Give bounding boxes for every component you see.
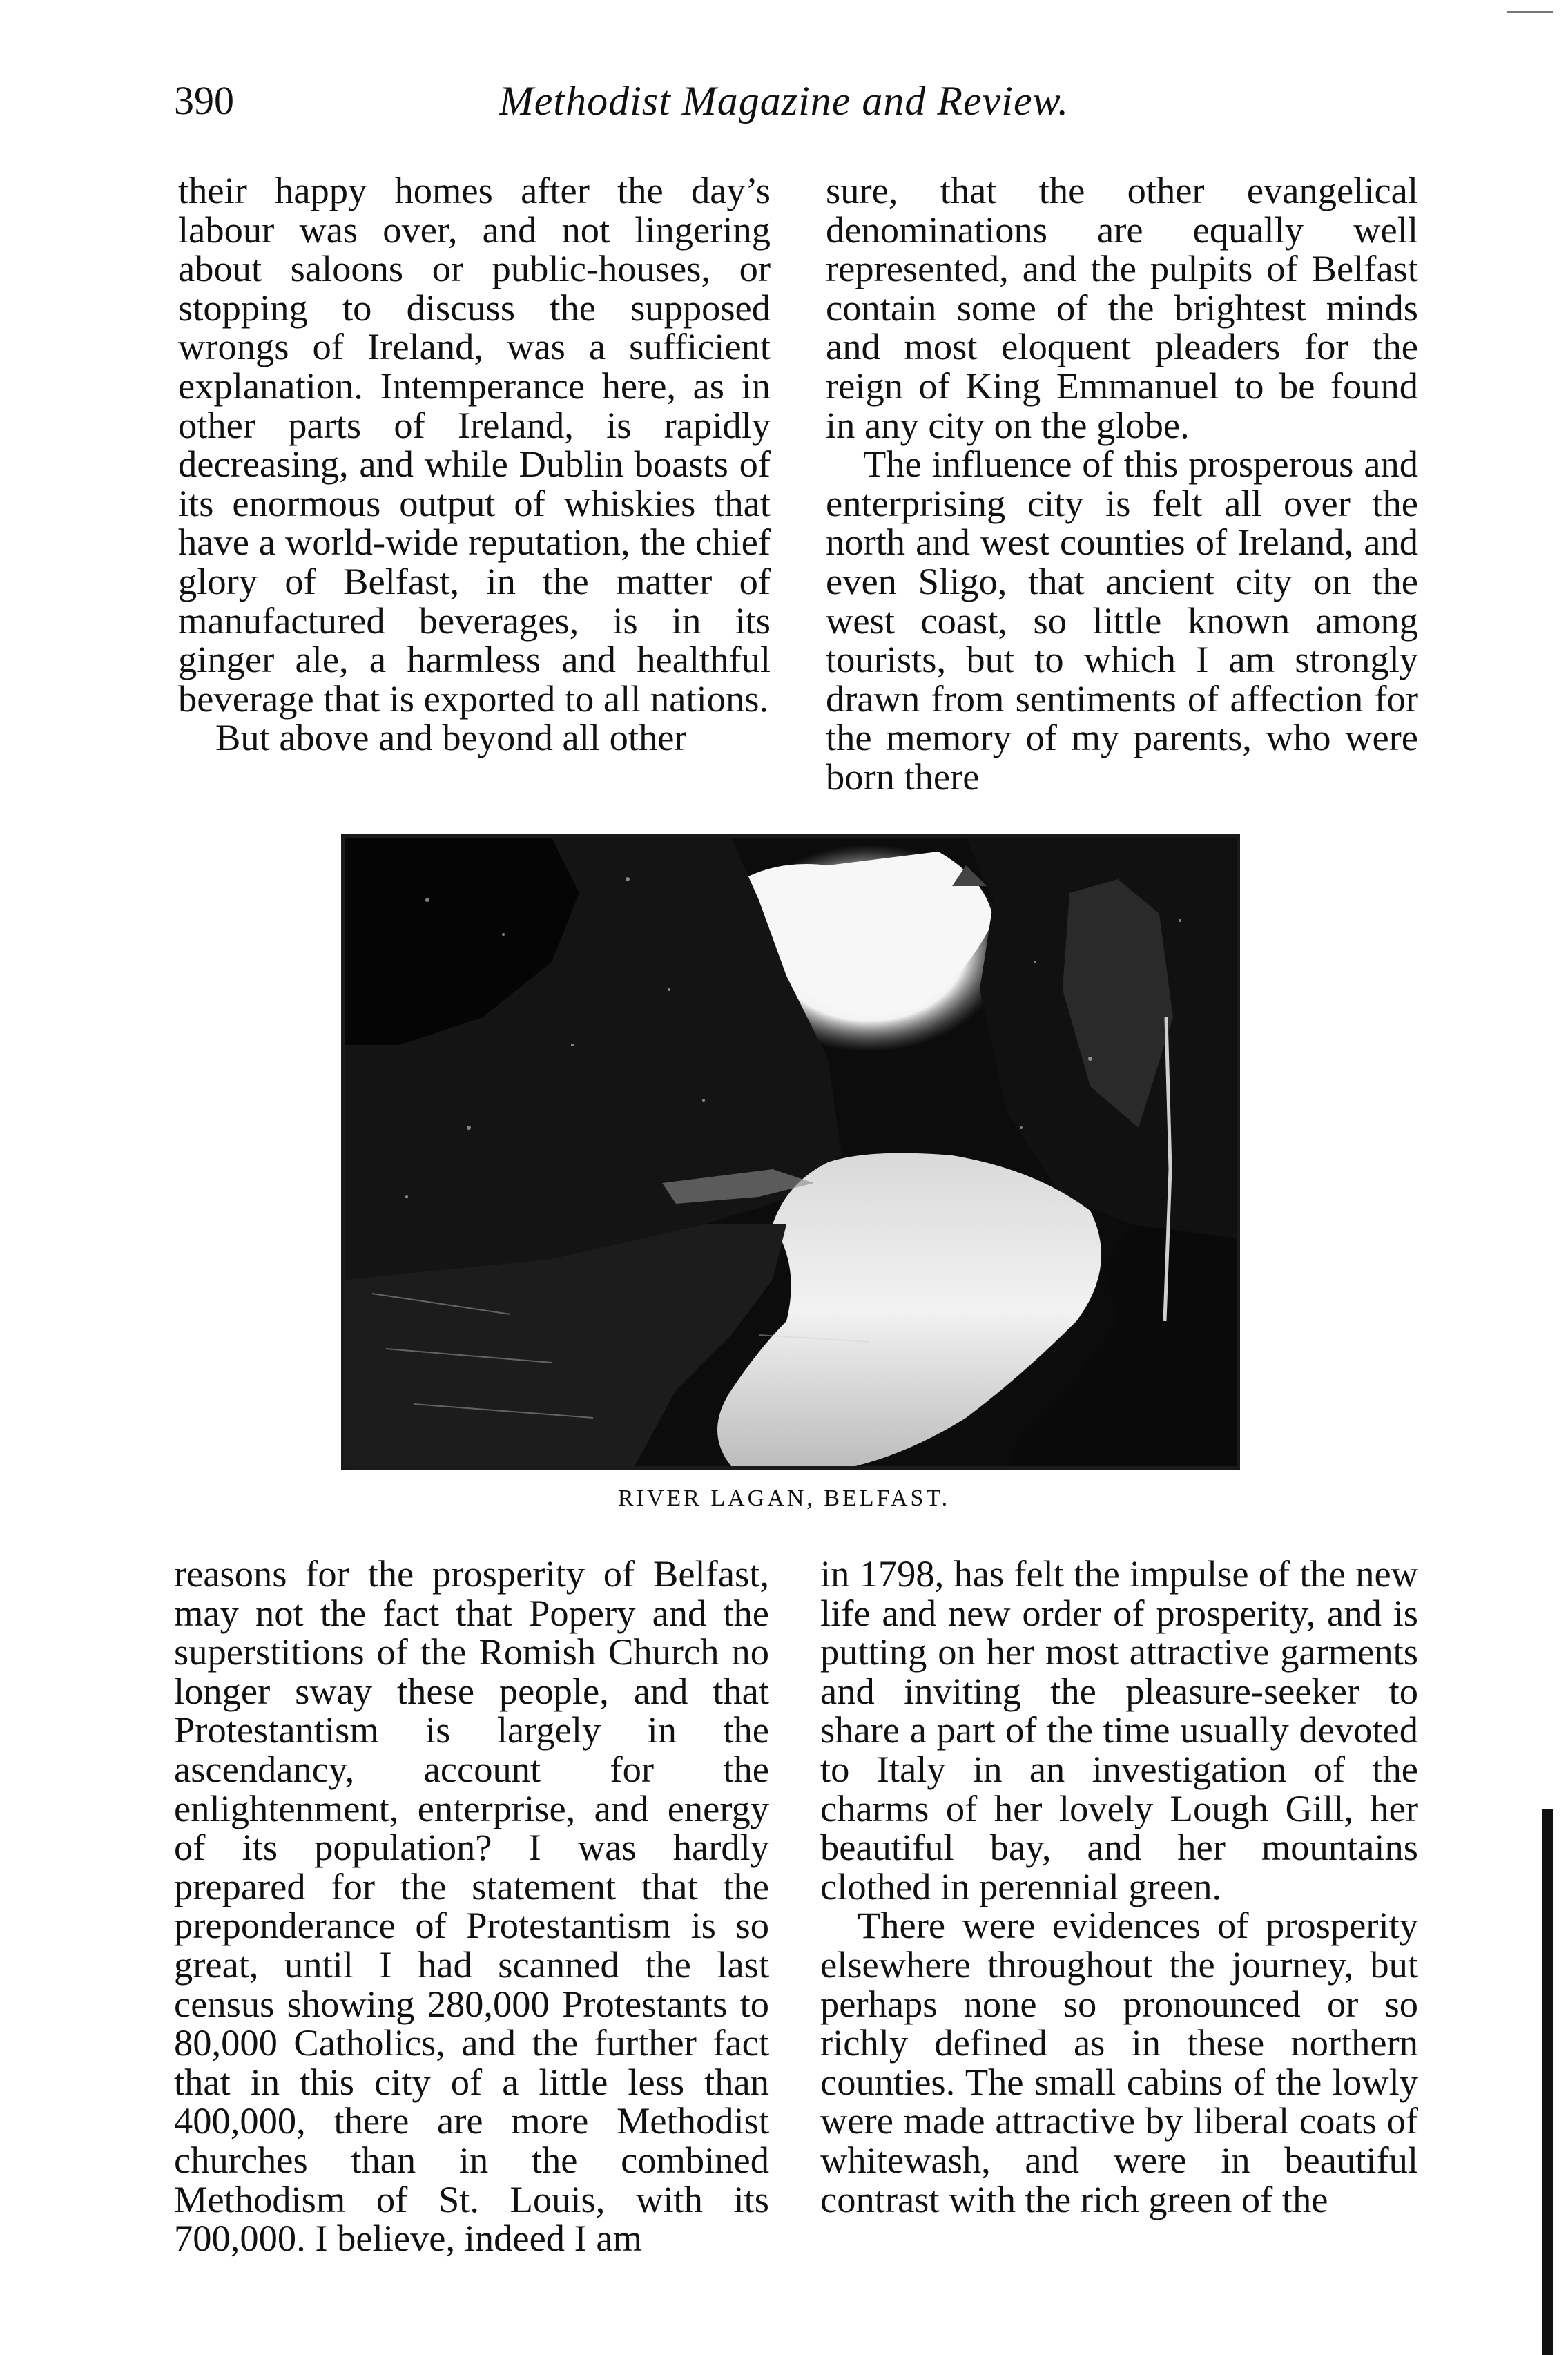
bottom-right-column [820, 1555, 1418, 2219]
top-left-column [178, 171, 771, 758]
river-lagan-photograph [341, 834, 1240, 1470]
paragraph: their happy homes after the day’s labour was over, and not lingering about saloons or public-houses, or stopping to discuss the supposed wrongs of Ireland, was a sufficient explanation. Intemperance here, as in other parts of Ireland, is rapidly decreasing, and while Dublin boasts of its enormous output of whiskies that have a world-wide reputation, the chief glory of Belfast, in the matter of manufactured beverages, is in its ginger ale, a harmless and healthful beverage that is exported to all nations. [178, 169, 771, 720]
top-right-column [826, 171, 1418, 797]
figure-caption: RIVER LAGAN, BELFAST. [617, 1486, 951, 1511]
paragraph: sure, that the other evangelical denominations are equally well represented, and the pulpits of Belfast contain some of the brightest minds and most eloquent pleaders for the reign of King Emmanuel to be found in any city on the globe. [826, 169, 1418, 446]
scan-edge-mark [1507, 11, 1553, 13]
photo-illustration [345, 838, 1237, 1466]
paragraph: There were evidences of prosperity elsewhere throughout the journey, but perhaps none so pronounced or so richly defined as in these northern counties. The small cabins of the lowly were made attractive by liberal coats of whitewash, and were in beautiful contrast with the rich green of the [820, 1904, 1418, 2220]
page-number: 390 [174, 78, 234, 123]
paragraph: But above and beyond all other [215, 716, 687, 759]
bottom-left-column [174, 1555, 769, 2258]
paragraph: The influence of this prosperous and enterprising city is felt all over the north and west counties of Ireland, and even Sligo, that ancient city on the west coast, so little known among tourists, but to which I am strongly drawn from sentiments of affection for the memory of my parents, who were born there [826, 443, 1418, 798]
running-title: Methodist Magazine and Review. [499, 78, 1069, 124]
paragraph: reasons for the prosperity of Belfast, may not the fact that Popery and the superstitions of the Romish Church no longer sway these people, and that Protestantism is largely in the ascendancy, account for the enlightenment, enterprise, and energy of its population? I was hardly prepared for the statement that the preponderance of Protestantism is so great, until I had scanned the last census showing 280,000 Protestants to 80,000 Catholics, and the further fact that in this city of a little less than 400,000, there are more Methodist churches than in the combined Methodism of St. Louis, with its 700,000. I believe, indeed I am [174, 1553, 769, 2260]
page-header [0, 77, 1568, 140]
paragraph: in 1798, has felt the impulse of the new life and new order of prosperity, and is putting on her most attractive garments and inviting the pleasure-seeker to share a part of the time usually devoted to Italy in an investigation of the charms of her lovely Lough Gill, her beautiful bay, and her mountains clothed in perennial green. [820, 1553, 1418, 1907]
scan-edge-shadow [1542, 1809, 1553, 2355]
